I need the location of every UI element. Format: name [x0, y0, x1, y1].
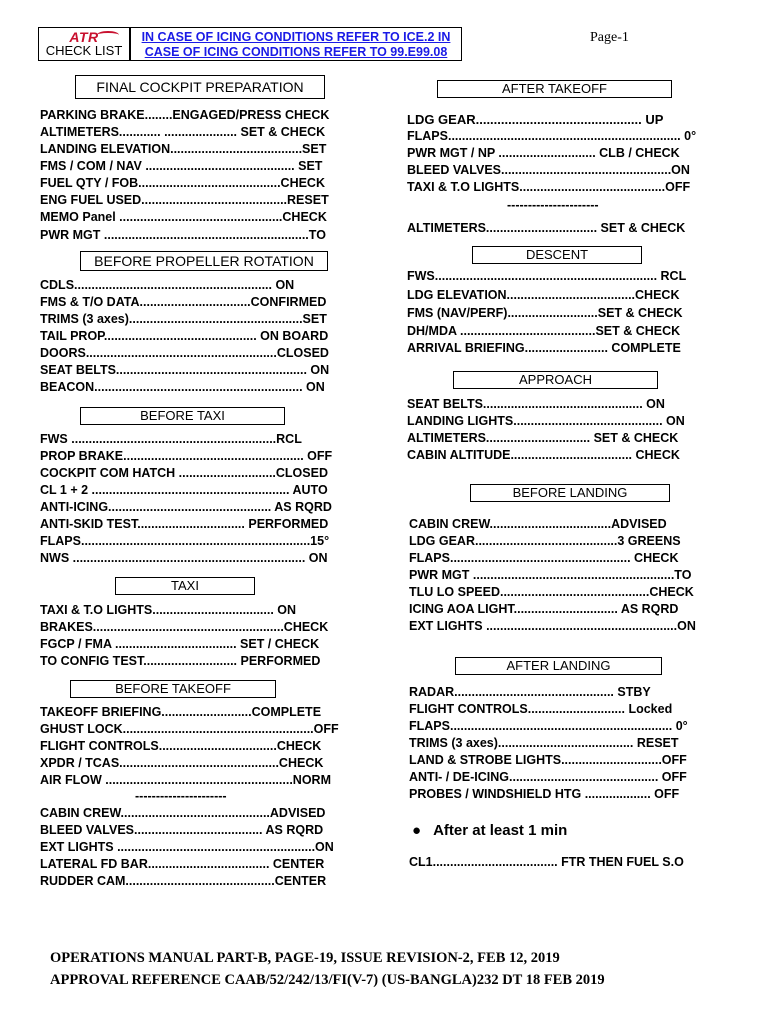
checklist-item: ANTI- / DE-ICING........................................... OFF	[409, 770, 687, 784]
checklist-item: BEACON............................................................ ON	[40, 380, 325, 394]
checklist-item: ANTI-SKID TEST............................... PERFORMED	[40, 517, 329, 531]
checklist-item: ICING AOA LIGHT.............................. AS RQRD	[409, 602, 679, 616]
checklist-item: CABIN CREW...........................................ADVISED	[40, 806, 326, 820]
checklist-item: RUDDER CAM...........................................CENTER	[40, 874, 327, 888]
icing-note-link-2[interactable]: CASE OF ICING CONDITIONS REFER TO 99.E99.08	[144, 45, 448, 59]
checklist-item: EXT LIGHTS .......................................................ON	[409, 619, 696, 633]
separator: ----------------------	[135, 789, 227, 803]
section-taxi: TAXI	[115, 577, 255, 595]
checklist-item: LANDING ELEVATION......................................SET	[40, 142, 327, 156]
section-descent: DESCENT	[472, 246, 642, 264]
checklist-item: FLAPS.................................................... CHECK	[409, 551, 679, 565]
checklist-label: CHECK LIST	[45, 43, 123, 58]
checklist-item: FLIGHT CONTROLS..................................CHECK	[40, 739, 322, 753]
checklist-item: TO CONFIG TEST........................... PERFORMED	[40, 654, 321, 668]
footer-line-2: APPROVAL REFERENCE CAAB/52/242/13/FI(V-7) (US-BANGLA)232 DT 18 FEB 2019	[50, 972, 605, 988]
section-approach: APPROACH	[453, 371, 658, 389]
checklist-item: FLAPS................................................................... 0°	[407, 129, 697, 143]
checklist-item: XPDR / TCAS..............................................CHECK	[40, 756, 324, 770]
checklist-item: PROP BRAKE.................................................... OFF	[40, 449, 333, 463]
section-after-takeoff: AFTER TAKEOFF	[437, 80, 672, 98]
section-before-propeller-rotation: BEFORE PROPELLER ROTATION	[80, 251, 328, 271]
checklist-item: BLEED VALVES..................................... AS RQRD	[40, 823, 324, 837]
atr-logo-text: ATR	[69, 29, 99, 45]
checklist-item: LDG ELEVATION.....................................CHECK	[407, 288, 680, 302]
checklist-item: ALTIMETERS................................ SET & CHECK	[407, 221, 686, 235]
section-final-cockpit-preparation: FINAL COCKPIT PREPARATION	[75, 75, 325, 99]
checklist-item: TRIMS (3 axes)....................................... RESET	[409, 736, 679, 750]
checklist-item: DH/MDA .......................................SET & CHECK	[407, 324, 681, 338]
checklist-item: TLU LO SPEED...........................................CHECK	[409, 585, 694, 599]
checklist-item: TAIL PROP............................................ ON BOARD	[40, 329, 329, 343]
footer-line-1: OPERATIONS MANUAL PART-B, PAGE-19, ISSUE REVISION-2, FEB 12, 2019	[50, 950, 560, 966]
checklist-item: PWR MGT ...........................................................TO	[40, 228, 326, 242]
checklist-item: COCKPIT COM HATCH ............................CLOSED	[40, 466, 328, 480]
after-note-text: After at least 1 min	[433, 822, 568, 839]
checklist-item: RADAR.............................................. STBY	[409, 685, 651, 699]
atr-logo	[38, 27, 130, 61]
checklist-item: FLAPS................................................................ 0°	[409, 719, 688, 733]
section-before-takeoff: BEFORE TAKEOFF	[70, 680, 276, 698]
checklist-item: AIR FLOW ......................................................NORM	[40, 773, 331, 787]
checklist-item: ANTI-ICING............................................... AS RQRD	[40, 500, 332, 514]
checklist-item: ALTIMETERS.............................. SET & CHECK	[407, 431, 679, 445]
checklist-item: SEAT BELTS....................................................... ON	[40, 363, 330, 377]
section-before-taxi: BEFORE TAXI	[80, 407, 285, 425]
checklist-item: PARKING BRAKE........ENGAGED/PRESS CHECK	[40, 108, 330, 122]
swoosh-icon	[97, 31, 119, 39]
checklist-item: CDLS......................................................... ON	[40, 278, 295, 292]
checklist-item: ENG FUEL USED..........................................RESET	[40, 193, 329, 207]
checklist-item: BRAKES.......................................................CHECK	[40, 620, 329, 634]
checklist-item: NWS ................................................................... ON	[40, 551, 328, 565]
checklist-item: GHUST LOCK.......................................................OFF	[40, 722, 339, 736]
checklist-item: FLAPS..................................................................15°	[40, 534, 330, 548]
after-note	[412, 822, 567, 839]
icing-note-box	[130, 27, 462, 61]
checklist-item: FWS ...........................................................RCL	[40, 432, 302, 446]
checklist-item: TRIMS (3 axes)..................................................SET	[40, 312, 327, 326]
separator: ----------------------	[507, 198, 599, 212]
checklist-item: SEAT BELTS.............................................. ON	[407, 397, 665, 411]
checklist-item: PWR MGT / NP ............................ CLB / CHECK	[407, 146, 680, 160]
checklist-item: FMS & T/O DATA................................CONFIRMED	[40, 295, 327, 309]
checklist-item: ARRIVAL BRIEFING........................ COMPLETE	[407, 341, 681, 355]
icing-note-link-1[interactable]: IN CASE OF ICING CONDITIONS REFER TO ICE.2 IN	[141, 30, 451, 44]
page-number: Page-1	[590, 30, 629, 45]
checklist-item: CL 1 + 2 ......................................................... AUTO	[40, 483, 328, 497]
checklist-item: CL1.................................... FTR THEN FUEL S.O	[409, 855, 684, 869]
checklist-item: LATERAL FD BAR................................... CENTER	[40, 857, 325, 871]
checklist-item: PWR MGT ..........................................................TO	[409, 568, 692, 582]
checklist-item: FGCP / FMA ................................... SET / CHECK	[40, 637, 320, 651]
checklist-item: CABIN CREW...................................ADVISED	[409, 517, 667, 531]
checklist-item: FMS (NAV/PERF)..........................SET & CHECK	[407, 306, 683, 320]
section-after-landing: AFTER LANDING	[455, 657, 662, 675]
checklist-item: EXT LIGHTS .........................................................ON	[40, 840, 334, 854]
checklist-item: PROBES / WINDSHIELD HTG ................... OFF	[409, 787, 680, 801]
checklist-item: LAND & STROBE LIGHTS.............................OFF	[409, 753, 687, 767]
checklist-item: TAXI & T.O LIGHTS..........................................OFF	[407, 180, 691, 194]
checklist-item: FWS................................................................ RCL	[407, 269, 687, 283]
checklist-item: FLIGHT CONTROLS............................ Locked	[409, 702, 673, 716]
checklist-item: FUEL QTY / FOB.........................................CHECK	[40, 176, 325, 190]
checklist-item: ALTIMETERS............ ..................... SET & CHECK	[40, 125, 326, 139]
checklist-item: LDG GEAR.........................................3 GREENS	[409, 534, 681, 548]
bullet-icon: ●	[412, 822, 422, 839]
checklist-item: TAKEOFF BRIEFING..........................COMPLETE	[40, 705, 322, 719]
checklist-item: BLEED VALVES.................................................ON	[407, 163, 690, 177]
checklist-item: TAXI & T.O LIGHTS................................... ON	[40, 603, 297, 617]
checklist-item: FMS / COM / NAV ........................................... SET	[40, 159, 323, 173]
checklist-item: MEMO Panel ...............................................CHECK	[40, 210, 327, 224]
checklist-item: LANDING LIGHTS........................................... ON	[407, 414, 685, 428]
checklist-item: DOORS.......................................................CLOSED	[40, 346, 329, 360]
section-before-landing: BEFORE LANDING	[470, 484, 670, 502]
checklist-item: LDG GEAR.............................................. UP	[407, 112, 664, 127]
checklist-item: CABIN ALTITUDE................................... CHECK	[407, 448, 680, 462]
